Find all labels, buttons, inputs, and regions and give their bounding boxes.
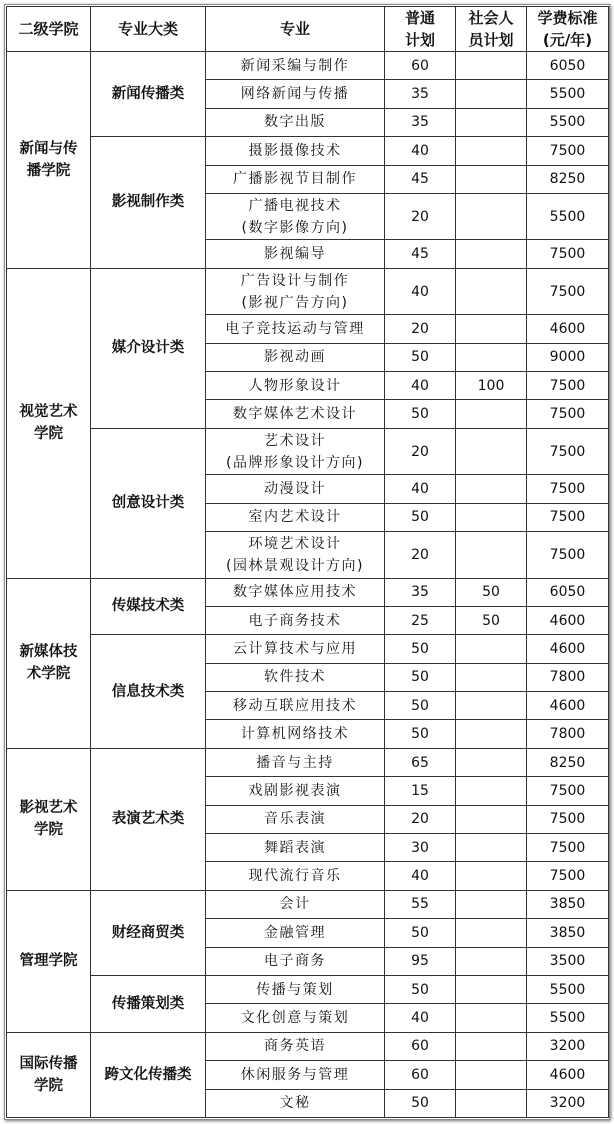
college-name-cell: 视觉艺术 学院 bbox=[7, 268, 91, 578]
header-tuition-fee: 学费标准 (元/年) bbox=[527, 7, 609, 52]
major-name-cell: 环境艺术设计 (园林景观设计方向) bbox=[206, 532, 385, 578]
social-plan-cell bbox=[456, 532, 527, 578]
regular-plan-cell: 50 bbox=[385, 692, 456, 720]
tuition-fee-cell: 7500 bbox=[527, 805, 609, 833]
major-name-cell: 室内艺术设计 bbox=[206, 503, 385, 531]
regular-plan-cell: 65 bbox=[385, 748, 456, 776]
college-name-cell: 管理学院 bbox=[7, 890, 91, 1032]
regular-plan-cell: 35 bbox=[385, 578, 456, 606]
major-name-cell: 艺术设计 (品牌形象设计方向) bbox=[206, 428, 385, 474]
tuition-fee-cell: 9000 bbox=[527, 343, 609, 371]
tuition-fee-cell: 4600 bbox=[527, 1061, 609, 1089]
category-name-cell: 财经商贸类 bbox=[91, 890, 206, 975]
tuition-fee-cell: 3200 bbox=[527, 1032, 609, 1060]
regular-plan-cell: 40 bbox=[385, 268, 456, 314]
table-row bbox=[7, 890, 609, 918]
social-plan-cell bbox=[456, 268, 527, 314]
regular-plan-cell: 60 bbox=[385, 1032, 456, 1060]
major-name-cell: 新闻采编与制作 bbox=[206, 52, 385, 80]
major-name-cell: 会计 bbox=[206, 890, 385, 918]
regular-plan-cell: 30 bbox=[385, 834, 456, 862]
regular-plan-cell: 50 bbox=[385, 919, 456, 947]
major-name-cell: 计算机网络技术 bbox=[206, 720, 385, 748]
major-name-cell: 电子竞技运动与管理 bbox=[206, 315, 385, 343]
regular-plan-cell: 40 bbox=[385, 1004, 456, 1032]
regular-plan-cell: 40 bbox=[385, 862, 456, 890]
social-plan-cell bbox=[456, 400, 527, 428]
enrollment-plan-table bbox=[6, 6, 609, 1118]
tuition-fee-cell: 3850 bbox=[527, 919, 609, 947]
tuition-fee-cell: 8250 bbox=[527, 748, 609, 776]
tuition-fee-cell: 7800 bbox=[527, 720, 609, 748]
category-name-cell: 媒介设计类 bbox=[91, 268, 206, 428]
table-row bbox=[7, 578, 609, 606]
major-name-cell: 广告设计与制作 (影视广告方向) bbox=[206, 268, 385, 314]
regular-plan-cell: 20 bbox=[385, 193, 456, 239]
table-row bbox=[7, 268, 609, 314]
major-name-cell: 影视动画 bbox=[206, 343, 385, 371]
major-name-cell: 广播影视节目制作 bbox=[206, 165, 385, 193]
college-name-cell: 新媒体技 术学院 bbox=[7, 578, 91, 748]
tuition-fee-cell: 6050 bbox=[527, 578, 609, 606]
social-plan-cell bbox=[456, 315, 527, 343]
tuition-fee-cell: 7800 bbox=[527, 663, 609, 691]
social-plan-cell bbox=[456, 108, 527, 136]
social-plan-cell bbox=[456, 1061, 527, 1089]
category-name-cell: 新闻传播类 bbox=[91, 52, 206, 137]
regular-plan-cell: 60 bbox=[385, 52, 456, 80]
regular-plan-cell: 20 bbox=[385, 428, 456, 474]
social-plan-cell bbox=[456, 805, 527, 833]
social-plan-cell bbox=[456, 1089, 527, 1117]
tuition-fee-cell: 7500 bbox=[527, 532, 609, 578]
major-name-cell: 音乐表演 bbox=[206, 805, 385, 833]
social-plan-cell bbox=[456, 834, 527, 862]
category-name-cell: 表演艺术类 bbox=[91, 748, 206, 890]
table-row bbox=[7, 428, 609, 474]
social-plan-cell bbox=[456, 777, 527, 805]
social-plan-cell: 50 bbox=[456, 578, 527, 606]
tuition-fee-cell: 5500 bbox=[527, 193, 609, 239]
regular-plan-cell: 55 bbox=[385, 890, 456, 918]
major-name-cell: 影视编导 bbox=[206, 240, 385, 268]
category-name-cell: 传媒技术类 bbox=[91, 578, 206, 635]
regular-plan-cell: 50 bbox=[385, 635, 456, 663]
regular-plan-cell: 15 bbox=[385, 777, 456, 805]
regular-plan-cell: 50 bbox=[385, 343, 456, 371]
tuition-fee-cell: 7500 bbox=[527, 503, 609, 531]
major-name-cell: 人物形象设计 bbox=[206, 372, 385, 400]
tuition-fee-cell: 7500 bbox=[527, 268, 609, 314]
tuition-fee-cell: 5500 bbox=[527, 975, 609, 1003]
tuition-fee-cell: 5500 bbox=[527, 1004, 609, 1032]
social-plan-cell bbox=[456, 475, 527, 503]
table-row bbox=[7, 1032, 609, 1060]
major-name-cell: 摄影摄像技术 bbox=[206, 137, 385, 165]
major-name-cell: 云计算技术与应用 bbox=[206, 635, 385, 663]
college-name-cell: 新闻与传 播学院 bbox=[7, 52, 91, 269]
social-plan-cell bbox=[456, 862, 527, 890]
regular-plan-cell: 40 bbox=[385, 137, 456, 165]
category-name-cell: 传播策划类 bbox=[91, 975, 206, 1032]
regular-plan-cell: 95 bbox=[385, 947, 456, 975]
tuition-fee-cell: 3500 bbox=[527, 947, 609, 975]
college-name-cell: 影视艺术 学院 bbox=[7, 748, 91, 890]
tuition-fee-cell: 7500 bbox=[527, 428, 609, 474]
regular-plan-cell: 20 bbox=[385, 805, 456, 833]
tuition-fee-cell: 5500 bbox=[527, 80, 609, 108]
table-row bbox=[7, 635, 609, 663]
regular-plan-cell: 60 bbox=[385, 1061, 456, 1089]
table-row bbox=[7, 748, 609, 776]
social-plan-cell bbox=[456, 1004, 527, 1032]
regular-plan-cell: 35 bbox=[385, 108, 456, 136]
college-name-cell: 国际传播 学院 bbox=[7, 1032, 91, 1117]
social-plan-cell bbox=[456, 343, 527, 371]
social-plan-cell bbox=[456, 947, 527, 975]
regular-plan-cell: 20 bbox=[385, 315, 456, 343]
social-plan-cell bbox=[456, 890, 527, 918]
major-name-cell: 休闲服务与管理 bbox=[206, 1061, 385, 1089]
header-college: 二级学院 bbox=[7, 7, 91, 52]
social-plan-cell bbox=[456, 663, 527, 691]
header-regular-plan: 普通 计划 bbox=[385, 7, 456, 52]
major-name-cell: 移动互联应用技术 bbox=[206, 692, 385, 720]
social-plan-cell bbox=[456, 503, 527, 531]
tuition-fee-cell: 7500 bbox=[527, 137, 609, 165]
tuition-fee-cell: 4600 bbox=[527, 606, 609, 634]
tuition-fee-cell: 4600 bbox=[527, 635, 609, 663]
social-plan-cell bbox=[456, 80, 527, 108]
regular-plan-cell: 35 bbox=[385, 80, 456, 108]
header-category: 专业大类 bbox=[91, 7, 206, 52]
regular-plan-cell: 50 bbox=[385, 400, 456, 428]
major-name-cell: 文化创意与策划 bbox=[206, 1004, 385, 1032]
header-social-plan: 社会人 员计划 bbox=[456, 7, 527, 52]
regular-plan-cell: 50 bbox=[385, 975, 456, 1003]
social-plan-cell: 100 bbox=[456, 372, 527, 400]
regular-plan-cell: 50 bbox=[385, 503, 456, 531]
tuition-fee-cell: 3200 bbox=[527, 1089, 609, 1117]
tuition-fee-cell: 7500 bbox=[527, 834, 609, 862]
regular-plan-cell: 50 bbox=[385, 1089, 456, 1117]
regular-plan-cell: 20 bbox=[385, 532, 456, 578]
header-major: 专业 bbox=[206, 7, 385, 52]
social-plan-cell bbox=[456, 428, 527, 474]
major-name-cell: 电子商务技术 bbox=[206, 606, 385, 634]
major-name-cell: 文秘 bbox=[206, 1089, 385, 1117]
social-plan-cell bbox=[456, 692, 527, 720]
major-name-cell: 金融管理 bbox=[206, 919, 385, 947]
regular-plan-cell: 45 bbox=[385, 240, 456, 268]
regular-plan-cell: 25 bbox=[385, 606, 456, 634]
tuition-fee-cell: 7500 bbox=[527, 372, 609, 400]
social-plan-cell bbox=[456, 748, 527, 776]
tuition-fee-cell: 7500 bbox=[527, 777, 609, 805]
category-name-cell: 影视制作类 bbox=[91, 137, 206, 269]
social-plan-cell bbox=[456, 193, 527, 239]
table-row bbox=[7, 137, 609, 165]
social-plan-cell bbox=[456, 635, 527, 663]
social-plan-cell bbox=[456, 165, 527, 193]
tuition-fee-cell: 8250 bbox=[527, 165, 609, 193]
social-plan-cell bbox=[456, 1032, 527, 1060]
social-plan-cell: 50 bbox=[456, 606, 527, 634]
tuition-fee-cell: 7500 bbox=[527, 400, 609, 428]
table-body bbox=[7, 52, 609, 1118]
social-plan-cell bbox=[456, 137, 527, 165]
tuition-fee-cell: 7500 bbox=[527, 862, 609, 890]
social-plan-cell bbox=[456, 720, 527, 748]
regular-plan-cell: 50 bbox=[385, 720, 456, 748]
tuition-fee-cell: 4600 bbox=[527, 692, 609, 720]
tuition-fee-cell: 6050 bbox=[527, 52, 609, 80]
tuition-fee-cell: 3850 bbox=[527, 890, 609, 918]
major-name-cell: 现代流行音乐 bbox=[206, 862, 385, 890]
major-name-cell: 数字出版 bbox=[206, 108, 385, 136]
major-name-cell: 戏剧影视表演 bbox=[206, 777, 385, 805]
major-name-cell: 数字媒体艺术设计 bbox=[206, 400, 385, 428]
major-name-cell: 商务英语 bbox=[206, 1032, 385, 1060]
major-name-cell: 广播电视技术 (数字影像方向) bbox=[206, 193, 385, 239]
regular-plan-cell: 50 bbox=[385, 663, 456, 691]
major-name-cell: 传播与策划 bbox=[206, 975, 385, 1003]
social-plan-cell bbox=[456, 240, 527, 268]
category-name-cell: 创意设计类 bbox=[91, 428, 206, 578]
major-name-cell: 舞蹈表演 bbox=[206, 834, 385, 862]
regular-plan-cell: 40 bbox=[385, 475, 456, 503]
tuition-fee-cell: 7500 bbox=[527, 240, 609, 268]
social-plan-cell bbox=[456, 975, 527, 1003]
major-name-cell: 电子商务 bbox=[206, 947, 385, 975]
tuition-fee-cell: 5500 bbox=[527, 108, 609, 136]
social-plan-cell bbox=[456, 52, 527, 80]
major-name-cell: 播音与主持 bbox=[206, 748, 385, 776]
regular-plan-cell: 40 bbox=[385, 372, 456, 400]
category-name-cell: 信息技术类 bbox=[91, 635, 206, 749]
category-name-cell: 跨文化传播类 bbox=[91, 1032, 206, 1117]
header-row bbox=[7, 7, 609, 52]
table-row bbox=[7, 52, 609, 80]
major-name-cell: 软件技术 bbox=[206, 663, 385, 691]
regular-plan-cell: 45 bbox=[385, 165, 456, 193]
major-name-cell: 动漫设计 bbox=[206, 475, 385, 503]
table-row bbox=[7, 975, 609, 1003]
tuition-fee-cell: 7500 bbox=[527, 475, 609, 503]
tuition-fee-cell: 4600 bbox=[527, 315, 609, 343]
major-name-cell: 网络新闻与传播 bbox=[206, 80, 385, 108]
social-plan-cell bbox=[456, 919, 527, 947]
major-name-cell: 数字媒体应用技术 bbox=[206, 578, 385, 606]
